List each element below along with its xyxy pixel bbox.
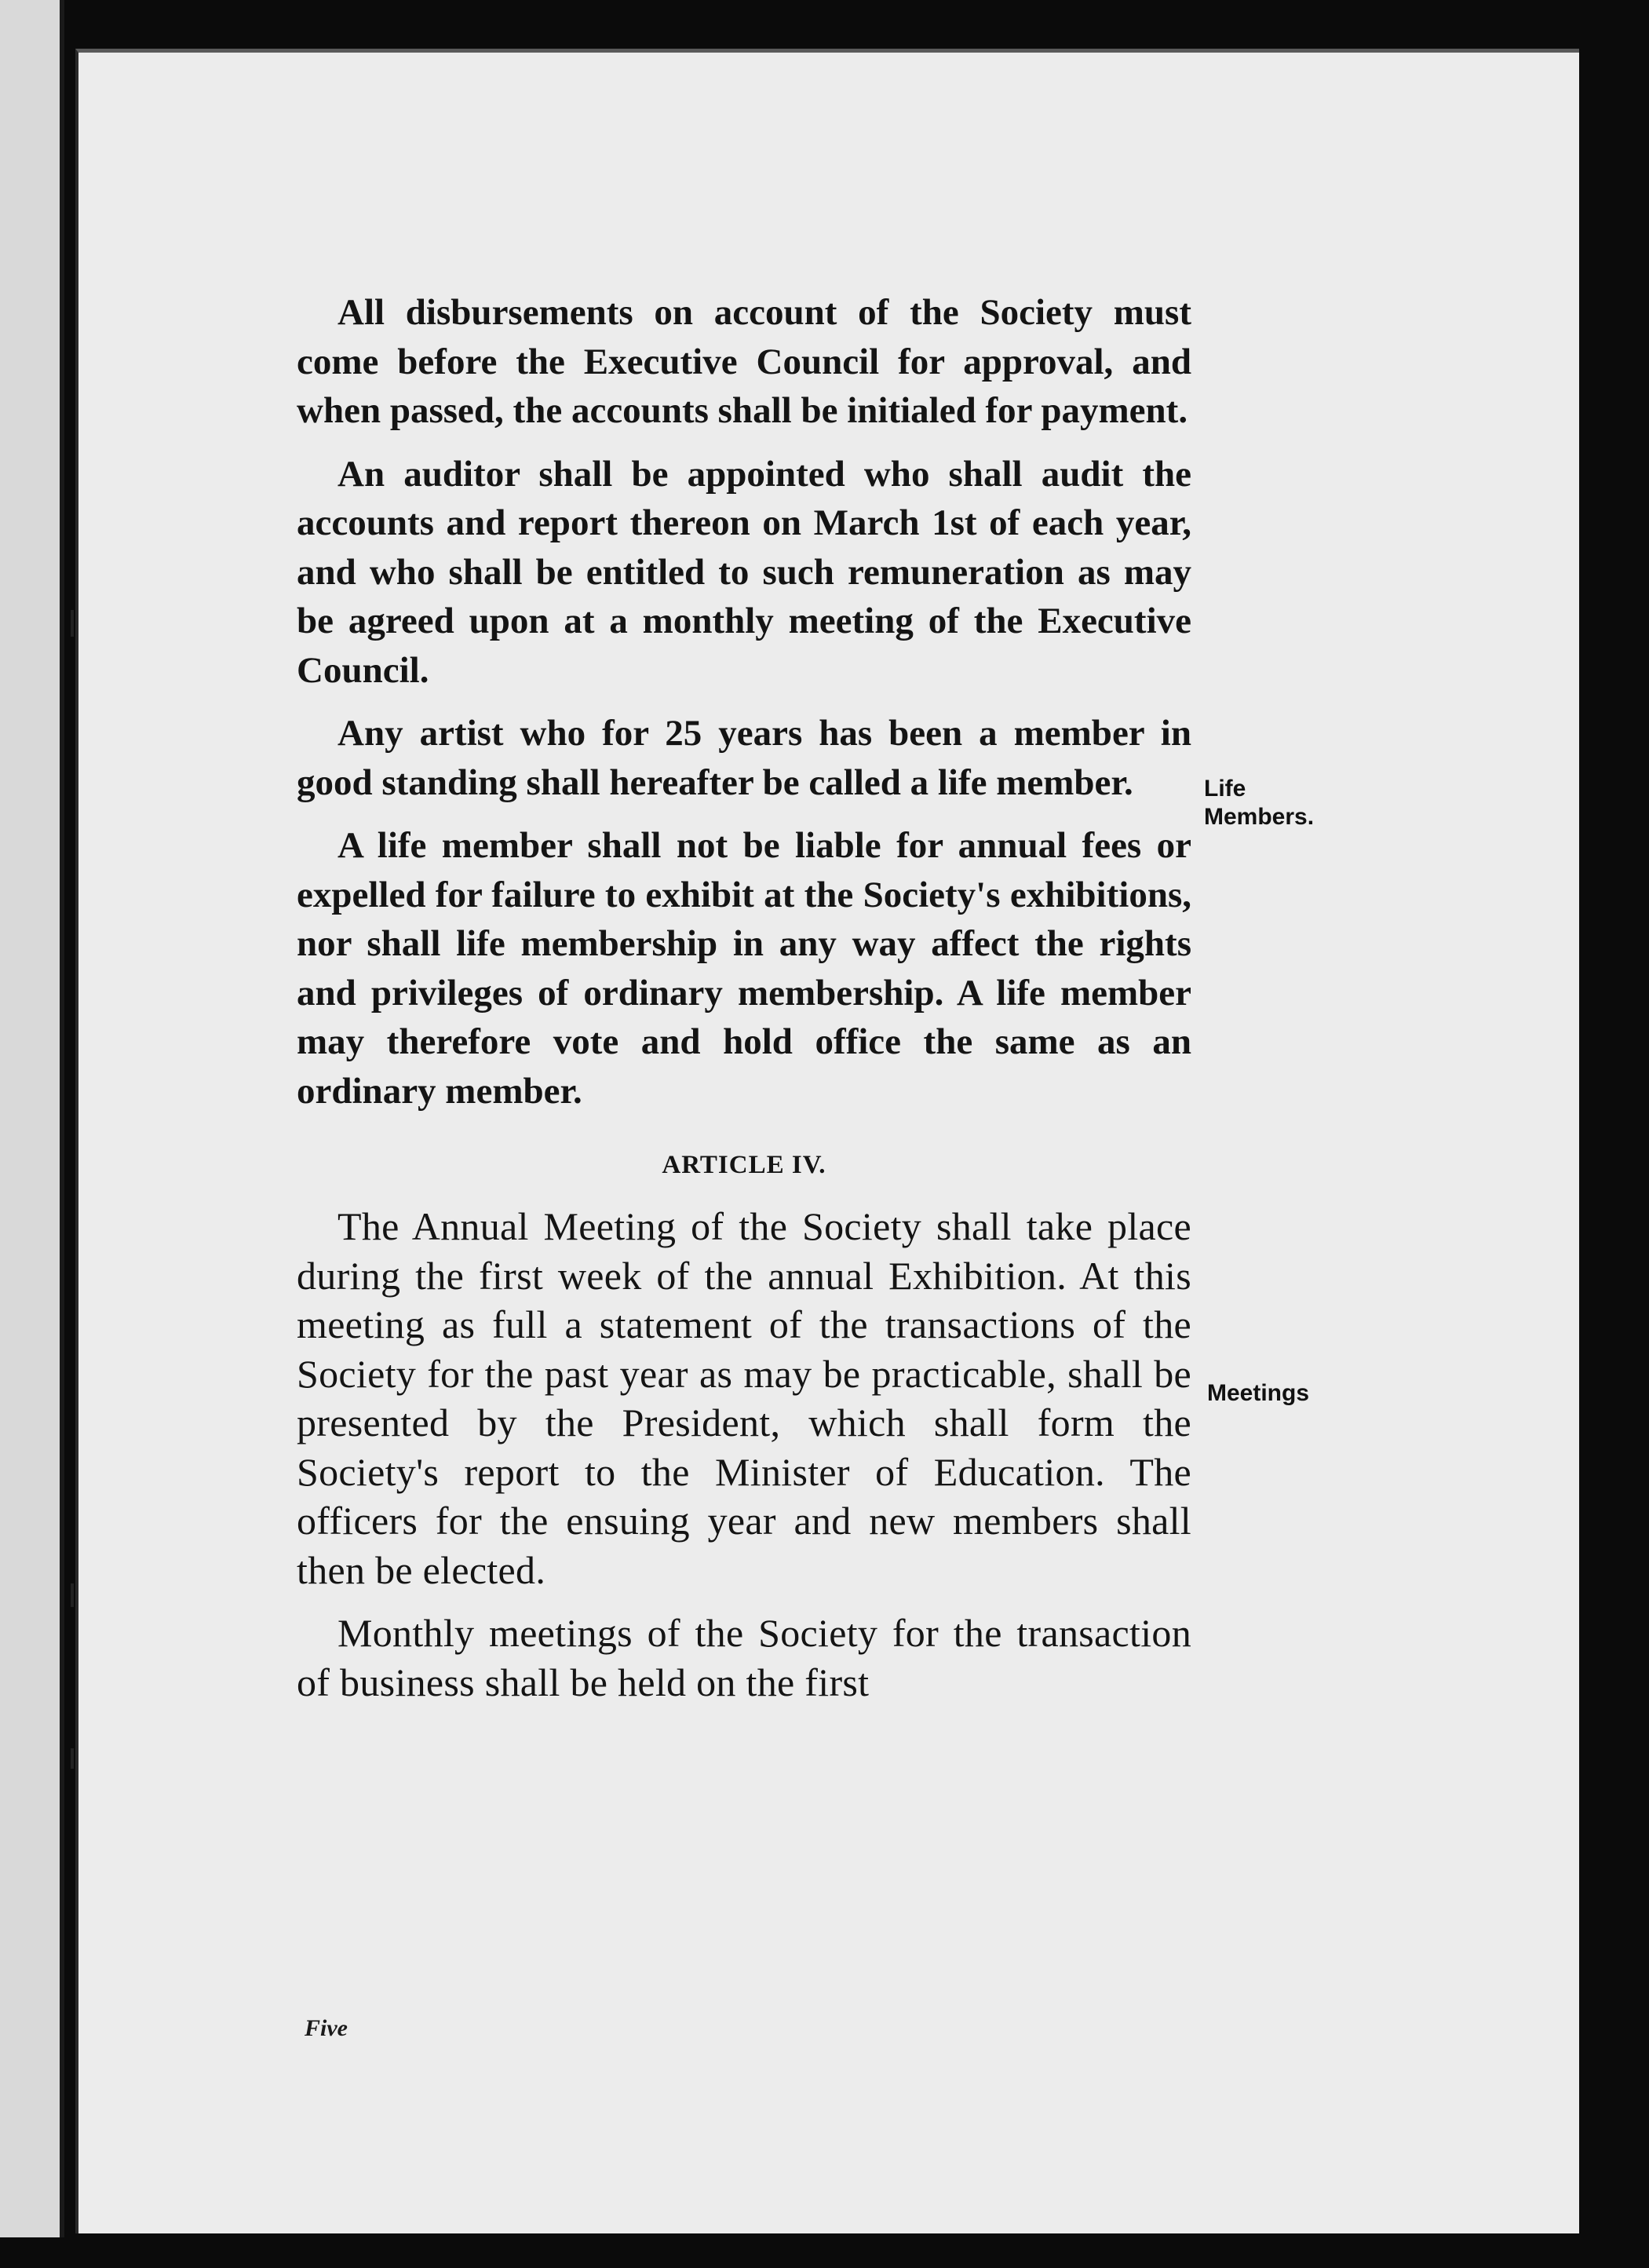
side-note-life-members [1204,775,1314,831]
body-text [297,288,1191,1721]
scan-top-border [0,0,1649,53]
paragraph-auditor: An auditor shall be appointed who shall audit the accounts and report thereon on March 1st of each year, and who shall be entitled to such remuneration as may be agreed upon at a monthly meeting of the Executive Council. [297,453,1191,691]
paragraph-annual-meeting: The Annual Meeting of the Society shall take place during the first week of the annual Exhibition. At this meeting as full a statement of the transactions of the Society for the past year as may be practicable, shall be presented by the President, which shall form the Society's report to the Minister of Education. The officers for the ensuing year and new members shall then be elected. [297,1204,1191,1592]
paragraph-monthly-meetings: Monthly meetings of the Society for the transaction of business shall be held on the first [297,1611,1191,1704]
scan-bottom-border [0,2237,1649,2268]
paragraph-disbursements: All disbursements on account of the Society must come before the Executive Council for approval, and when passed, the accounts shall be initialed for payment. [297,292,1191,431]
paragraph-life-member-rights: A life member shall not be liable for annual fees or expelled for failure to exhibit at the Society's exhibitions, nor shall life membership in any way affect the rights and privileges of ordinary membership. A life member may therefore vote and hold office the same as an ordinary member. [297,825,1191,1112]
margin-mark [71,1748,74,1769]
margin-mark [71,1583,74,1607]
side-note-life-line2: Members. [1204,804,1315,830]
side-note-life-line1: Life [1204,776,1246,802]
page-folio: Five [305,2015,348,2041]
side-note-meetings: Meetings [1207,1380,1310,1406]
article-heading: ARTICLE IV. [662,1151,826,1179]
facing-page-edge [0,0,64,2268]
document-page [75,49,1579,2233]
paragraph-life-member-definition: Any artist who for 25 years has been a member in good standing shall hereafter be called a life member. [297,713,1191,803]
margin-mark [71,610,74,637]
